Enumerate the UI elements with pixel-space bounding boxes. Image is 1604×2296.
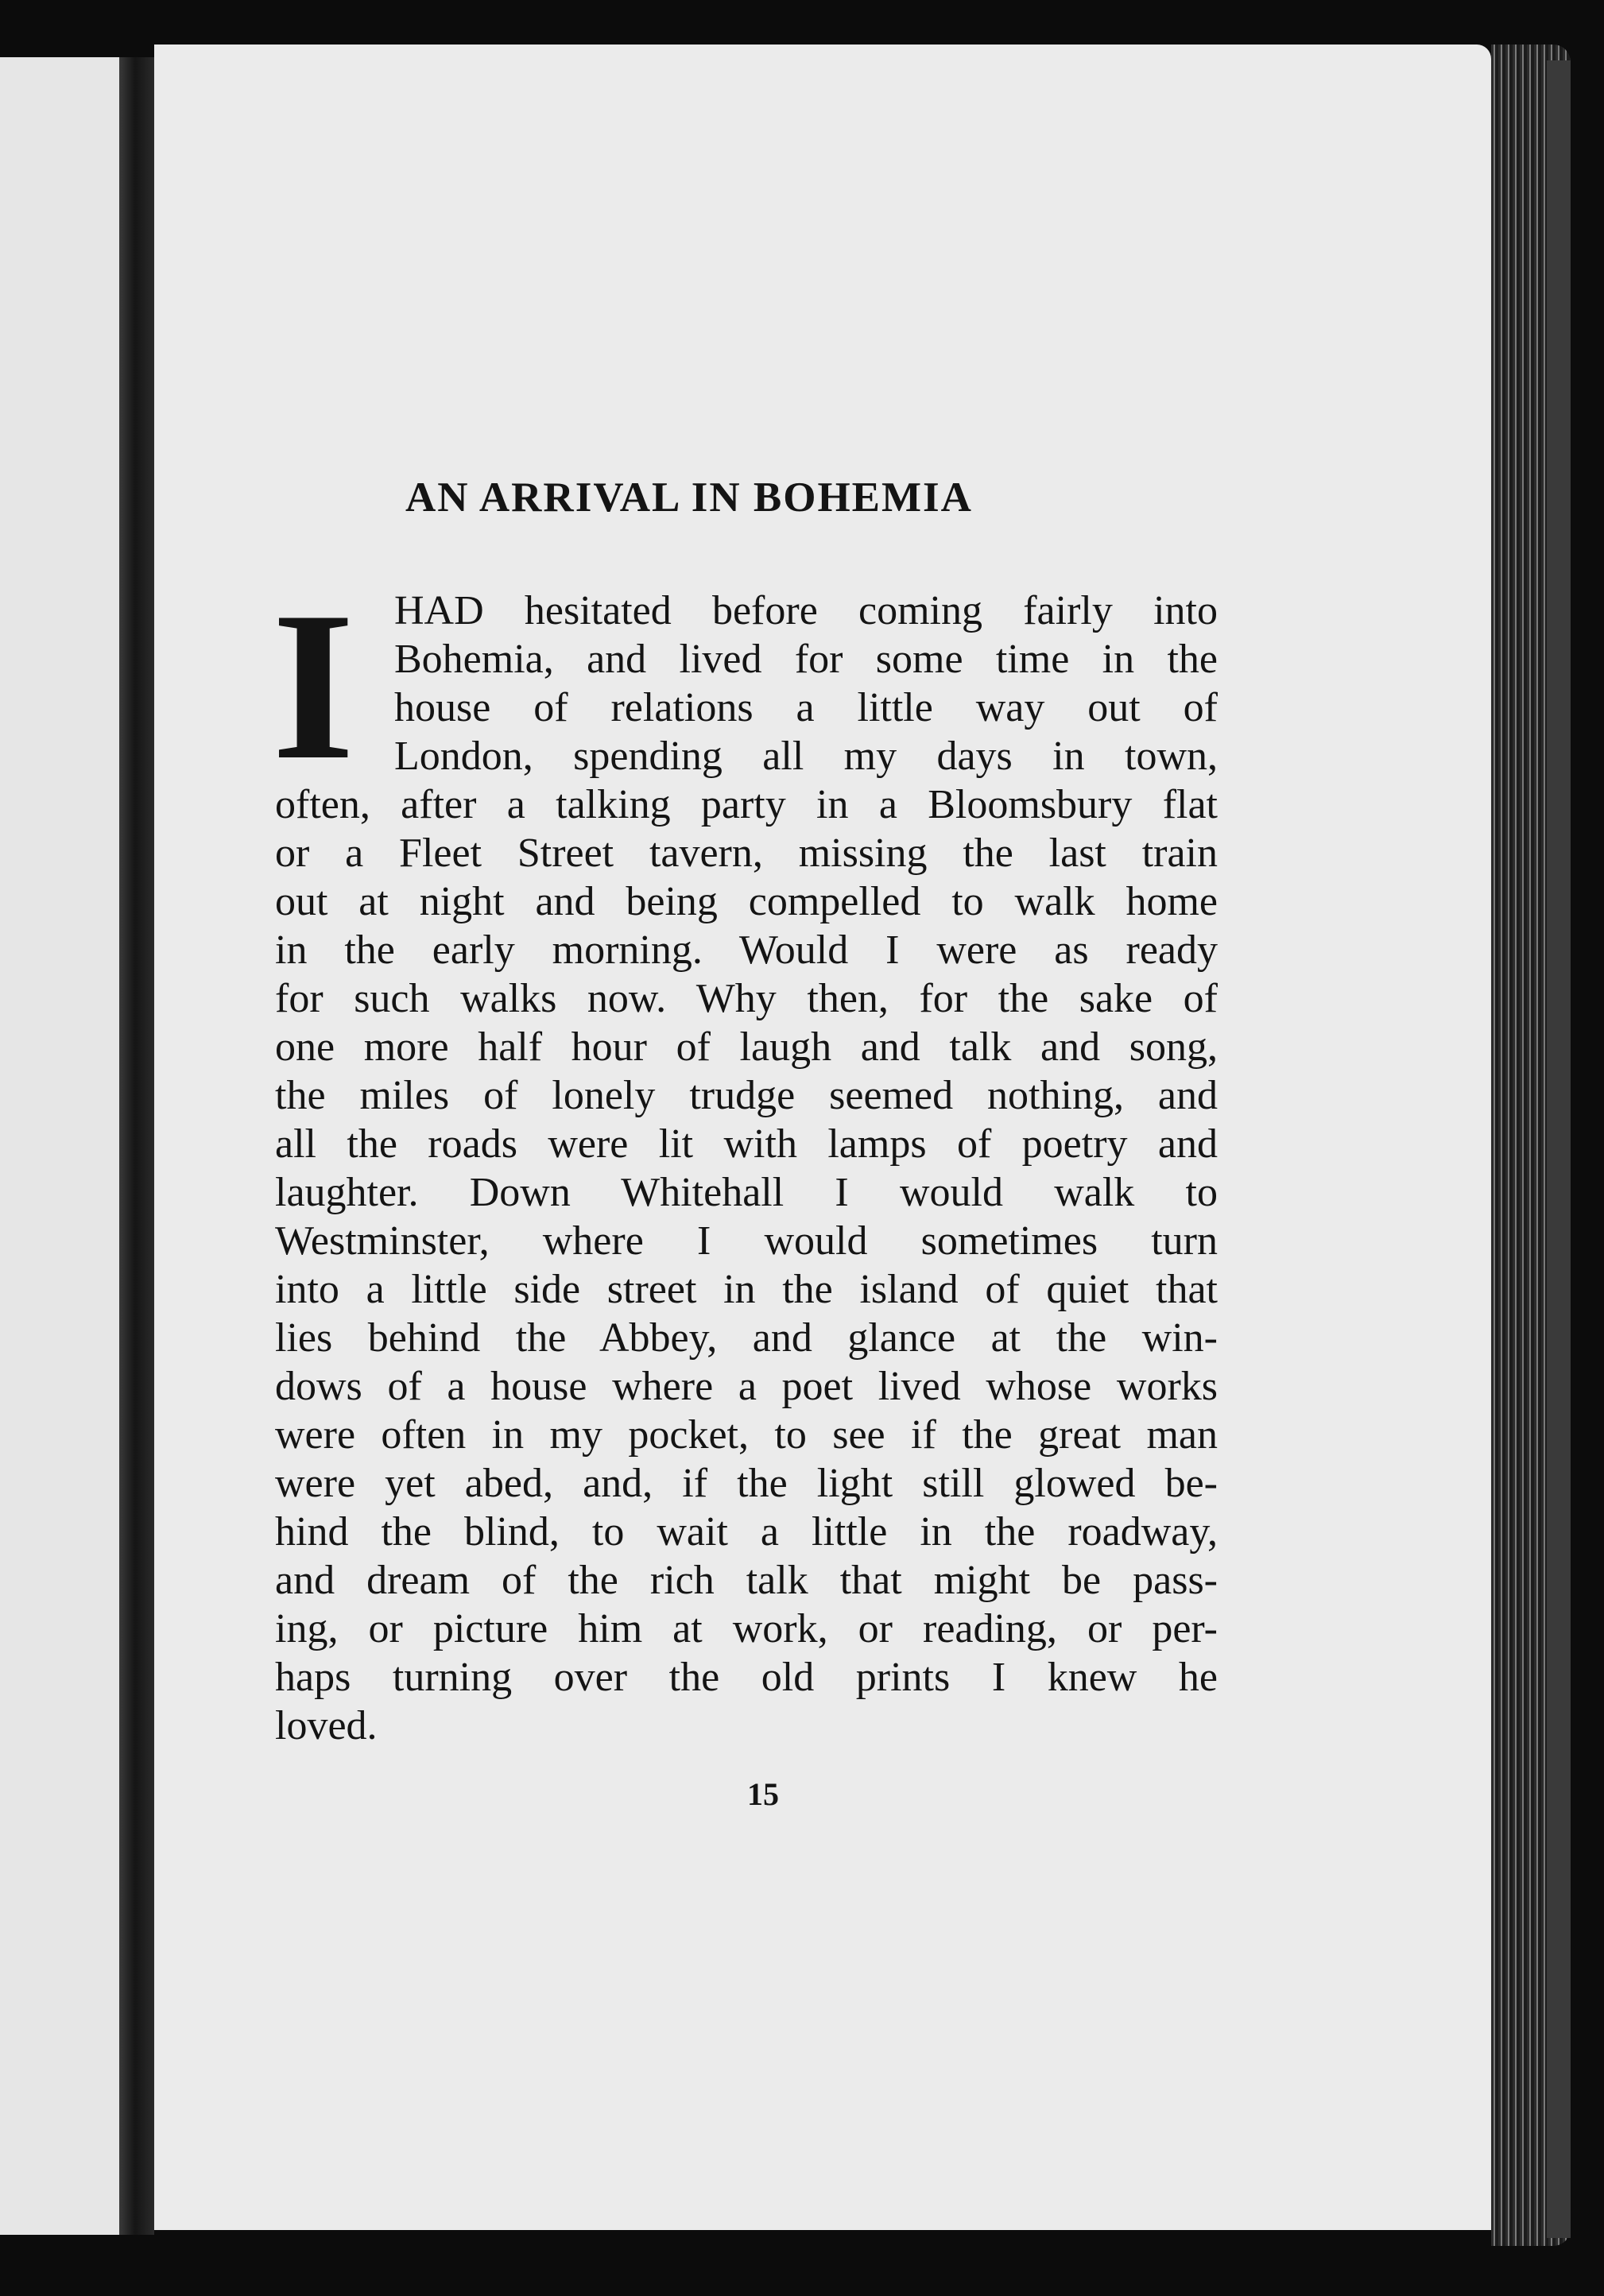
text-line: out at night and being compelled to walk home <box>275 879 1218 924</box>
text-line: and dream of the rich talk that might be pass- <box>275 1558 1218 1603</box>
text-line: dows of a house where a poet lived whose works <box>275 1364 1218 1409</box>
body-text <box>272 567 1218 1750</box>
text-line: or a Fleet Street tavern, missing the last train <box>275 831 1218 876</box>
text-line: ing, or picture him at work, or reading, or per- <box>275 1606 1218 1651</box>
text-line: Bohemia, and lived for some time in the <box>394 637 1218 682</box>
page-stack-edge <box>1491 45 1571 2246</box>
text-line: HAD hesitated before coming fairly into <box>394 588 1218 633</box>
text-line: one more half hour of laugh and talk and song, <box>275 1024 1218 1070</box>
text-line: were yet abed, and, if the light still glowed be- <box>275 1461 1218 1506</box>
drop-cap: I <box>272 567 355 803</box>
text-line: the miles of lonely trudge seemed nothing, and <box>275 1073 1218 1118</box>
text-line: all the roads were lit with lamps of poetry and <box>275 1121 1218 1167</box>
text-line: Westminster, where I would sometimes turn <box>275 1218 1218 1264</box>
text-line: haps turning over the old prints I knew he <box>275 1655 1218 1700</box>
text-line: often, after a talking party in a Bloomsbury flat <box>275 782 1218 827</box>
text-line: lies behind the Abbey, and glance at the win- <box>275 1315 1218 1361</box>
book-cover-edge <box>1547 60 1571 2238</box>
text-line: in the early morning. Would I were as ready <box>275 927 1218 973</box>
text-line: for such walks now. Why then, for the sake of <box>275 976 1218 1021</box>
text-line: house of relations a little way out of <box>394 685 1218 730</box>
text-line: loved. <box>275 1703 378 1748</box>
page-number: 15 <box>747 1776 779 1812</box>
text-line: laughter. Down Whitehall I would walk to <box>275 1170 1218 1215</box>
text-line: London, spending all my days in town, <box>394 734 1218 779</box>
book-gutter <box>119 57 154 2235</box>
chapter-title: AN ARRIVAL IN BOHEMIA <box>405 474 973 521</box>
text-line: were often in my pocket, to see if the great man <box>275 1412 1218 1458</box>
left-page-edge <box>0 57 119 2235</box>
text-line: hind the blind, to wait a little in the roadway, <box>275 1509 1218 1555</box>
text-line: into a little side street in the island of quiet that <box>275 1267 1218 1312</box>
